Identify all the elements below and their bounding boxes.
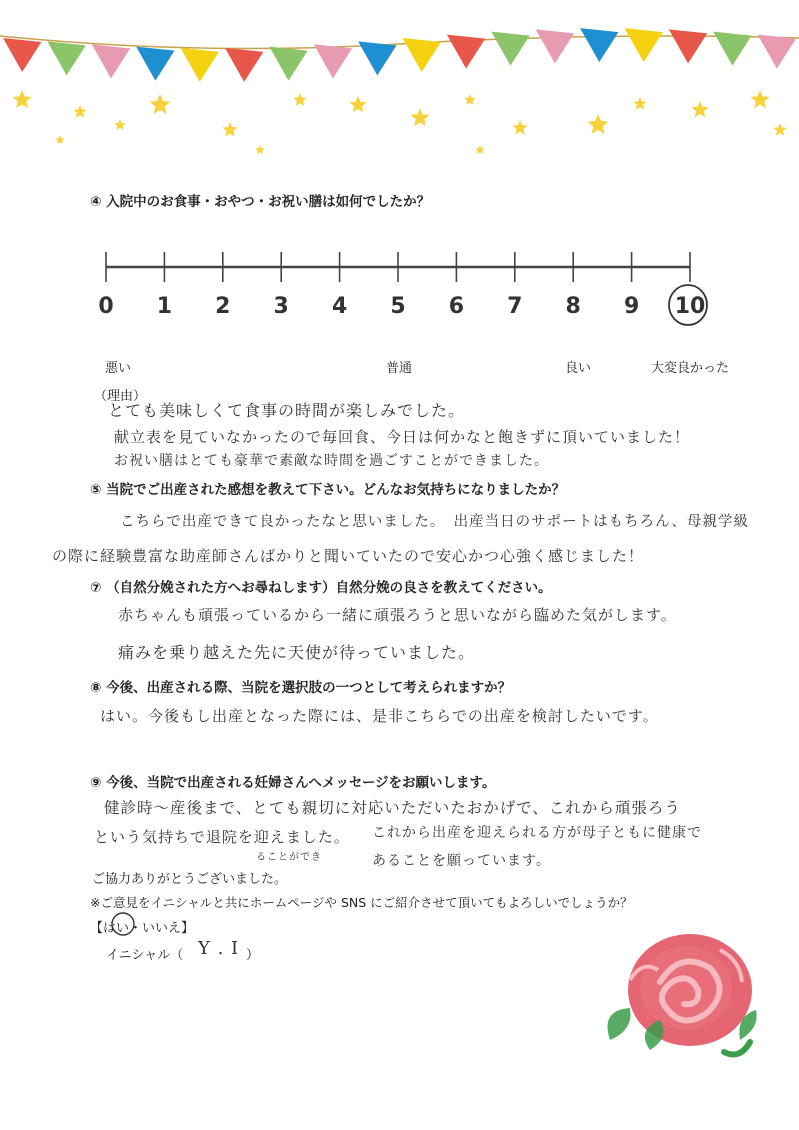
star-icon [13,90,32,108]
scale-number-7: 7 [507,294,523,319]
q4-answer-line: とても美味しくて食事の時間が楽しみでした。 [108,401,466,420]
star-icon [691,101,708,117]
scale-word-good: 良い [564,361,592,376]
bunting-flag-yellow [403,38,441,72]
scale-number-4: 4 [331,294,348,319]
star-icon [751,90,770,108]
bunting-flag-pink [536,29,574,63]
q4-answer-line: お祝い膳はとても豪華で素敵な時間を過ごすことができました。 [114,453,549,469]
bunting-flag-pink [758,35,796,69]
scale-number-8: 8 [565,294,581,319]
initial-close: ） [246,948,260,963]
scale-number-5: 5 [390,294,406,319]
question-4: ④ 入院中のお食事・おやつ・お祝い膳は如何でしたか？ [90,194,431,210]
scale-number-9: 9 [623,294,640,319]
star-icon [512,120,527,135]
consent-options: 【はい・いいえ】 [90,921,195,936]
bunting-flag-red [225,48,263,82]
initial-value: Y . I [198,938,240,959]
q5-answer-line: こちらで出産できて良かったなと思いました。 出産当日のサポートはもちろん、母親学級 [120,514,749,530]
question-7: ⑦ （自然分娩された方へお尋ねします）自然分娩の良さを教えてください。 [90,580,552,596]
star-icon [293,93,306,106]
bunting-flag-blue [136,47,174,81]
q5-answer-line: の際に経験豊富な助産師さんばかりと聞いていたので安心かつ心強く感じました！ [52,547,645,565]
star-icon [464,94,475,105]
bunting-flag-green [269,47,307,81]
star-icon [475,145,485,154]
q9-answer-line: あることを願っています。 [372,853,551,869]
scale-number-1: 1 [156,294,173,319]
scale-word-normal: 普通 [385,361,413,376]
star-icon [588,114,609,134]
q4-answer-line: 献立表を見ていなかったので毎回食、今日は何かなと飽きずに頂いていました！ [114,428,691,446]
scale-number-2: 2 [215,294,231,319]
bunting-flag-blue [358,41,396,75]
yes-circle [110,911,136,937]
star-icon [255,145,265,154]
q9-answer-line: 健診時～産後まで、とても親切に対応いただいたおかげで、これから頑張ろう [104,799,681,817]
rating-scale [90,240,730,300]
bunting-flag-green [713,32,751,66]
scale-number-10: 10 [674,294,706,319]
question-5: ⑤ 当院でご出産された感想を教えて下さい。どんなお気持ちになりましたか？ [90,482,566,498]
bunting-flag-blue [580,28,618,62]
star-icon [411,108,430,126]
star-icon [222,122,237,137]
question-8: ⑧ 今後、出産される際、当院を選択肢の一つとして考えられますか？ [90,680,512,696]
q9-answer-line: という気持ちで退院を迎えました。 [94,828,350,846]
star-icon [55,135,65,144]
star-icon [349,96,366,112]
q8-answer-line: はい。今後もし出産となった際には、是非こちらでの出産を検討したいです。 [100,707,659,725]
q9-answer-note: ることができ [256,852,322,863]
star-icon [150,94,171,114]
consent-question: ※ご意見をイニシャルと共にホームページや SNS にご紹介させて頂いてもよろしいでしょうか？ [90,895,633,910]
selected-value-circle [664,281,712,329]
scale-word-bad: 悪い [104,361,132,376]
bunting-flag-red [669,29,707,63]
reason-label: （理由） [94,389,147,404]
scale-number-0: 0 [98,294,114,319]
bunting-flag-green [491,32,529,66]
q7-answer-line: 痛みを乗り越えた先に天使が待っていました。 [118,643,476,662]
thanks-text: ご協力ありがとうございました。 [92,872,288,887]
star-icon [633,97,646,110]
star-icon [114,119,125,130]
q7-answer-line: 赤ちゃんも頑張っているから一緒に頑張ろうと思いながら臨めた気がします。 [118,606,677,624]
scale-number-3: 3 [273,294,289,319]
initial-label: イニシャル（ [106,948,184,963]
scale-word-very-good: 大変良かった [650,361,730,376]
bunting-flag-yellow [624,28,662,62]
star-icon [773,123,786,136]
bunting-flag-pink [314,44,352,78]
bunting-banner [0,0,799,160]
scale-number-6: 6 [448,294,465,319]
question-9: ⑨ 今後、当院で出産される妊婦さんへメッセージをお願いします。 [90,775,496,791]
bunting-flag-red [447,35,485,69]
star-icon [73,105,86,118]
bunting-flag-pink [92,44,130,78]
rose-illustration [590,920,770,1070]
bunting-flag-green [47,41,85,75]
bunting-flag-yellow [181,48,219,82]
bunting-flag-red [3,38,41,72]
q9-answer-line: これから出産を迎えられる方が母子ともに健康で [372,825,702,841]
